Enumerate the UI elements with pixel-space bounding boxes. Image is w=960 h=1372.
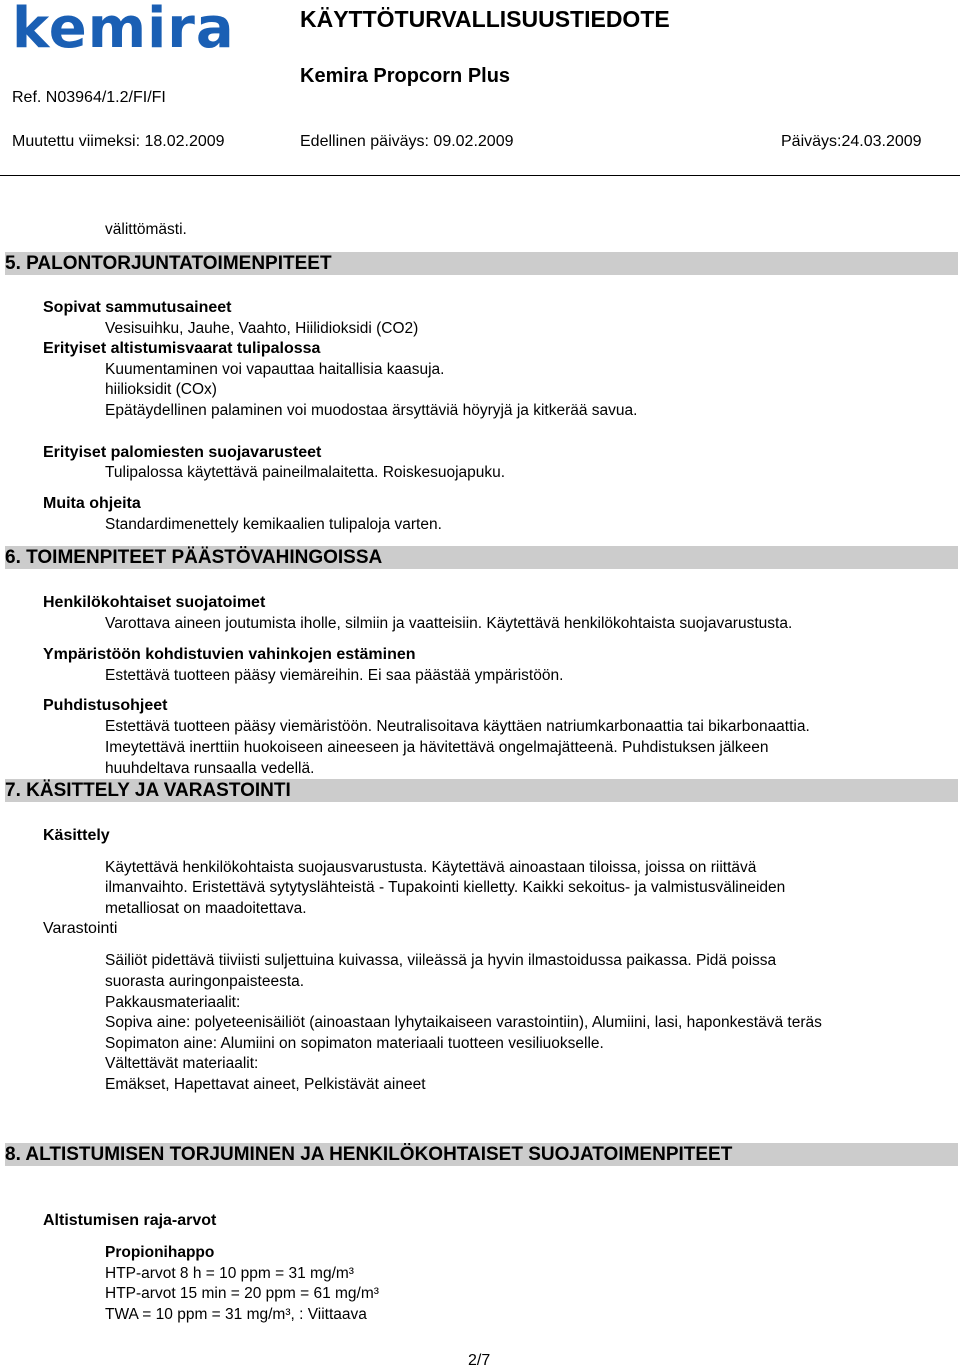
cleanup-heading: Puhdistusohjeet xyxy=(43,697,168,714)
packaging-materials-label: Pakkausmateriaalit: xyxy=(105,994,241,1011)
fire-hazards-line-3: Epätäydellinen palaminen voi muodostaa ärsyttäviä höyryjä ja kitkerää savua. xyxy=(105,402,638,419)
page-number: 2/7 xyxy=(468,1352,491,1369)
storage-line-2: suorasta auringonpaisteesta. xyxy=(105,973,305,990)
section-8-heading: 8. ALTISTUMISEN TORJUMINEN JA HENKILÖKOHTAISET SUOJATOIMENPITEET xyxy=(5,1143,958,1166)
environmental-precautions-heading: Ympäristöön kohdistuvien vahinkojen estäminen xyxy=(43,646,416,663)
cleanup-line-3: huuhdeltava runsaalla vedellä. xyxy=(105,760,315,777)
firefighter-ppe-text: Tulipalossa käytettävä paineilmalaitetta. Roiskesuojapuku. xyxy=(105,464,506,481)
packaging-suitable-text: Sopiva aine: polyeteenisäiliöt (ainoastaan lyhytaikaiseen varastointiin), Alumiini, lasi, haponkestävä teräs xyxy=(105,1014,822,1031)
document-title: KÄYTTÖTURVALLISUUSTIEDOTE xyxy=(300,6,670,32)
reference-number: Ref. N03964/1.2/FI/FI xyxy=(12,89,166,106)
incompatible-materials-text: Emäkset, Hapettavat aineet, Pelkistävät aineet xyxy=(105,1076,426,1093)
handling-line-2: ilmanvaihto. Eristettävä sytytyslähteistä - Tupakointi kielletty. Kaikki sekoitus- ja valmistusvälineiden xyxy=(105,879,786,896)
kemira-logo: kemira xyxy=(12,0,235,61)
personal-precautions-text: Varottava aineen joutumista iholle, silmiin ja vaatteisiin. Käytettävä henkilökohtaista suojavarustusta. xyxy=(105,615,793,632)
issue-date: Päiväys:24.03.2009 xyxy=(781,133,922,150)
product-name: Kemira Propcorn Plus xyxy=(300,65,511,87)
extinguishing-media-heading: Sopivat sammutusaineet xyxy=(43,299,232,316)
previous-date: Edellinen päiväys: 09.02.2009 xyxy=(300,133,514,150)
extinguishing-media-text: Vesisuihku, Jauhe, Vaahto, Hiilidioksidi (CO2) xyxy=(105,320,419,337)
continuation-text: välittömästi. xyxy=(105,221,187,238)
incompatible-materials-label: Vältettävät materiaalit: xyxy=(105,1055,259,1072)
environmental-precautions-text: Estettävä tuotteen pääsy viemäreihin. Ei saa päästää ympäristöön. xyxy=(105,667,564,684)
storage-line-1: Säiliöt pidettävä tiiviisti suljettuina kuivassa, viileässä ja hyvin ilmastoidussa paikassa. Pidä poissa xyxy=(105,952,777,969)
firefighter-ppe-heading: Erityiset palomiesten suojavarusteet xyxy=(43,444,322,461)
fire-hazards-heading: Erityiset altistumisvaarat tulipalossa xyxy=(43,340,321,357)
exposure-limits-heading: Altistumisen raja-arvot xyxy=(43,1212,217,1229)
handling-heading: Käsittely xyxy=(43,827,110,844)
fire-hazards-line-2: hiilioksidit (COx) xyxy=(105,381,217,398)
handling-line-1: Käytettävä henkilökohtaista suojausvarustusta. Käytettävä ainoastaan tiloissa, joissa on riittävä xyxy=(105,859,757,876)
handling-line-3: metalliosat on maadoitettava. xyxy=(105,900,307,917)
cleanup-line-2: Imeytettävä inerttiin huokoiseen aineeseen ja hävitettävä ongelmajätteenä. Puhdistuksen jälkeen xyxy=(105,739,769,756)
other-instructions-text: Standardimenettely kemikaalien tulipaloja varten. xyxy=(105,516,442,533)
section-7-heading: 7. KÄSITTELY JA VARASTOINTI xyxy=(5,779,958,802)
section-5-heading: 5. PALONTORJUNTATOIMENPITEET xyxy=(5,252,958,275)
exposure-limit-2: HTP-arvot 15 min = 20 ppm = 61 mg/m³ xyxy=(105,1285,379,1302)
header-divider xyxy=(0,175,960,176)
other-instructions-heading: Muita ohjeita xyxy=(43,495,141,512)
substance-name: Propionihappo xyxy=(105,1244,215,1261)
packaging-unsuitable-text: Sopimaton aine: Alumiini on sopimaton materiaali tuotteen vesiliuokselle. xyxy=(105,1035,604,1052)
modified-date: Muutettu viimeksi: 18.02.2009 xyxy=(12,133,225,150)
section-6-heading: 6. TOIMENPITEET PÄÄSTÖVAHINGOISSA xyxy=(5,546,958,569)
cleanup-line-1: Estettävä tuotteen pääsy viemäristöön. Neutralisoitava käyttäen natriumkarbonaattia tai bikarbonaattia. xyxy=(105,718,810,735)
personal-precautions-heading: Henkilökohtaiset suojatoimet xyxy=(43,594,266,611)
fire-hazards-line-1: Kuumentaminen voi vapauttaa haitallisia kaasuja. xyxy=(105,361,445,378)
exposure-limit-3: TWA = 10 ppm = 31 mg/m³, : Viittaava xyxy=(105,1306,367,1323)
storage-heading: Varastointi xyxy=(43,920,118,937)
exposure-limit-1: HTP-arvot 8 h = 10 ppm = 31 mg/m³ xyxy=(105,1265,354,1282)
